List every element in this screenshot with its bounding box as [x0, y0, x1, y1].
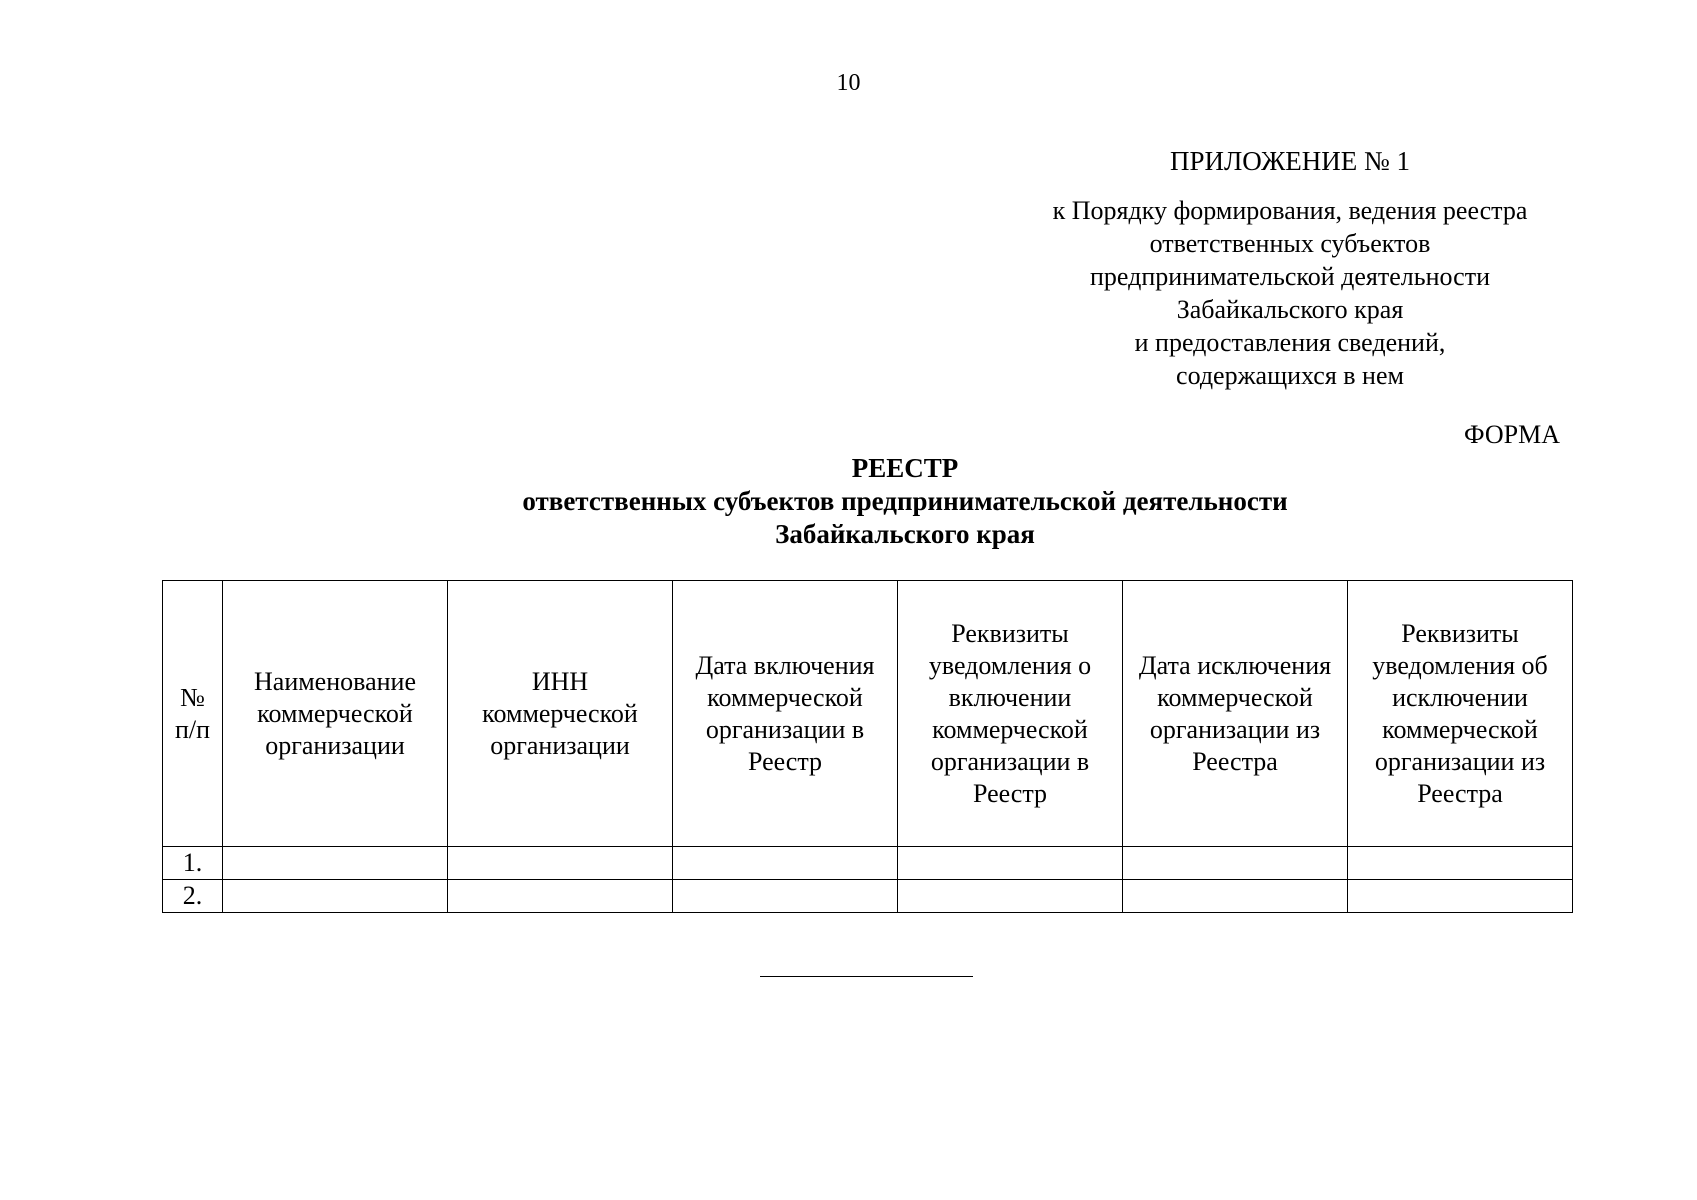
- annex-subtitle-line: к Порядку формирования, ведения реестра: [1052, 196, 1528, 225]
- document-heading: [0, 452, 1697, 551]
- header-cell-org-name: Наименование коммерческой организации: [223, 581, 448, 847]
- table-cell: [448, 880, 673, 913]
- table-cell: [898, 847, 1123, 880]
- header-cell-exclusion-date: Дата исключения коммерческой организации из Реестра: [1123, 581, 1348, 847]
- annex-subtitle-line: содержащихся в нем: [1176, 361, 1404, 390]
- table-row: [163, 880, 1573, 913]
- annex-subtitle-line: ответственных субъектов: [1149, 229, 1431, 258]
- annex-subtitle-line: предпринимательской деятельности: [1090, 262, 1490, 291]
- table-row: [163, 847, 1573, 880]
- table-cell: [673, 847, 898, 880]
- heading-title: РЕЕСТР: [851, 453, 959, 483]
- registry-table: [162, 580, 1573, 913]
- form-label: ФОРМА: [1464, 420, 1560, 449]
- page-number: 10: [836, 70, 861, 96]
- header-cell-inn: ИНН коммерческой организации: [448, 581, 673, 847]
- heading-line: ответственных субъектов предпринимательской деятельности: [522, 486, 1288, 516]
- table-cell-number: 1.: [163, 847, 223, 880]
- footer-divider: [760, 976, 973, 977]
- table-cell: [1348, 880, 1573, 913]
- table-cell: [223, 847, 448, 880]
- table-cell: [1348, 847, 1573, 880]
- header-cell-inclusion-notice: Реквизиты уведомления о включении коммерческой организации в Реестр: [898, 581, 1123, 847]
- table-cell: [673, 880, 898, 913]
- table-cell: [448, 847, 673, 880]
- annex-subtitle: [1020, 194, 1560, 392]
- header-cell-inclusion-date: Дата включения коммерческой организации в Реестр: [673, 581, 898, 847]
- annex-subtitle-line: и предоставления сведений,: [1134, 328, 1446, 357]
- header-cell-exclusion-notice: Реквизиты уведомления об исключении коммерческой организации из Реестра: [1348, 581, 1573, 847]
- header-cell-number: № п/п: [163, 581, 223, 847]
- table-cell: [223, 880, 448, 913]
- annex-title: ПРИЛОЖЕНИЕ № 1: [1169, 146, 1411, 176]
- annex-subtitle-line: Забайкальского края: [1176, 295, 1404, 324]
- table-cell: [898, 880, 1123, 913]
- heading-line: Забайкальского края: [775, 519, 1035, 549]
- table-cell: [1123, 880, 1348, 913]
- table-header-row: [163, 581, 1573, 847]
- table-cell: [1123, 847, 1348, 880]
- table-cell-number: 2.: [163, 880, 223, 913]
